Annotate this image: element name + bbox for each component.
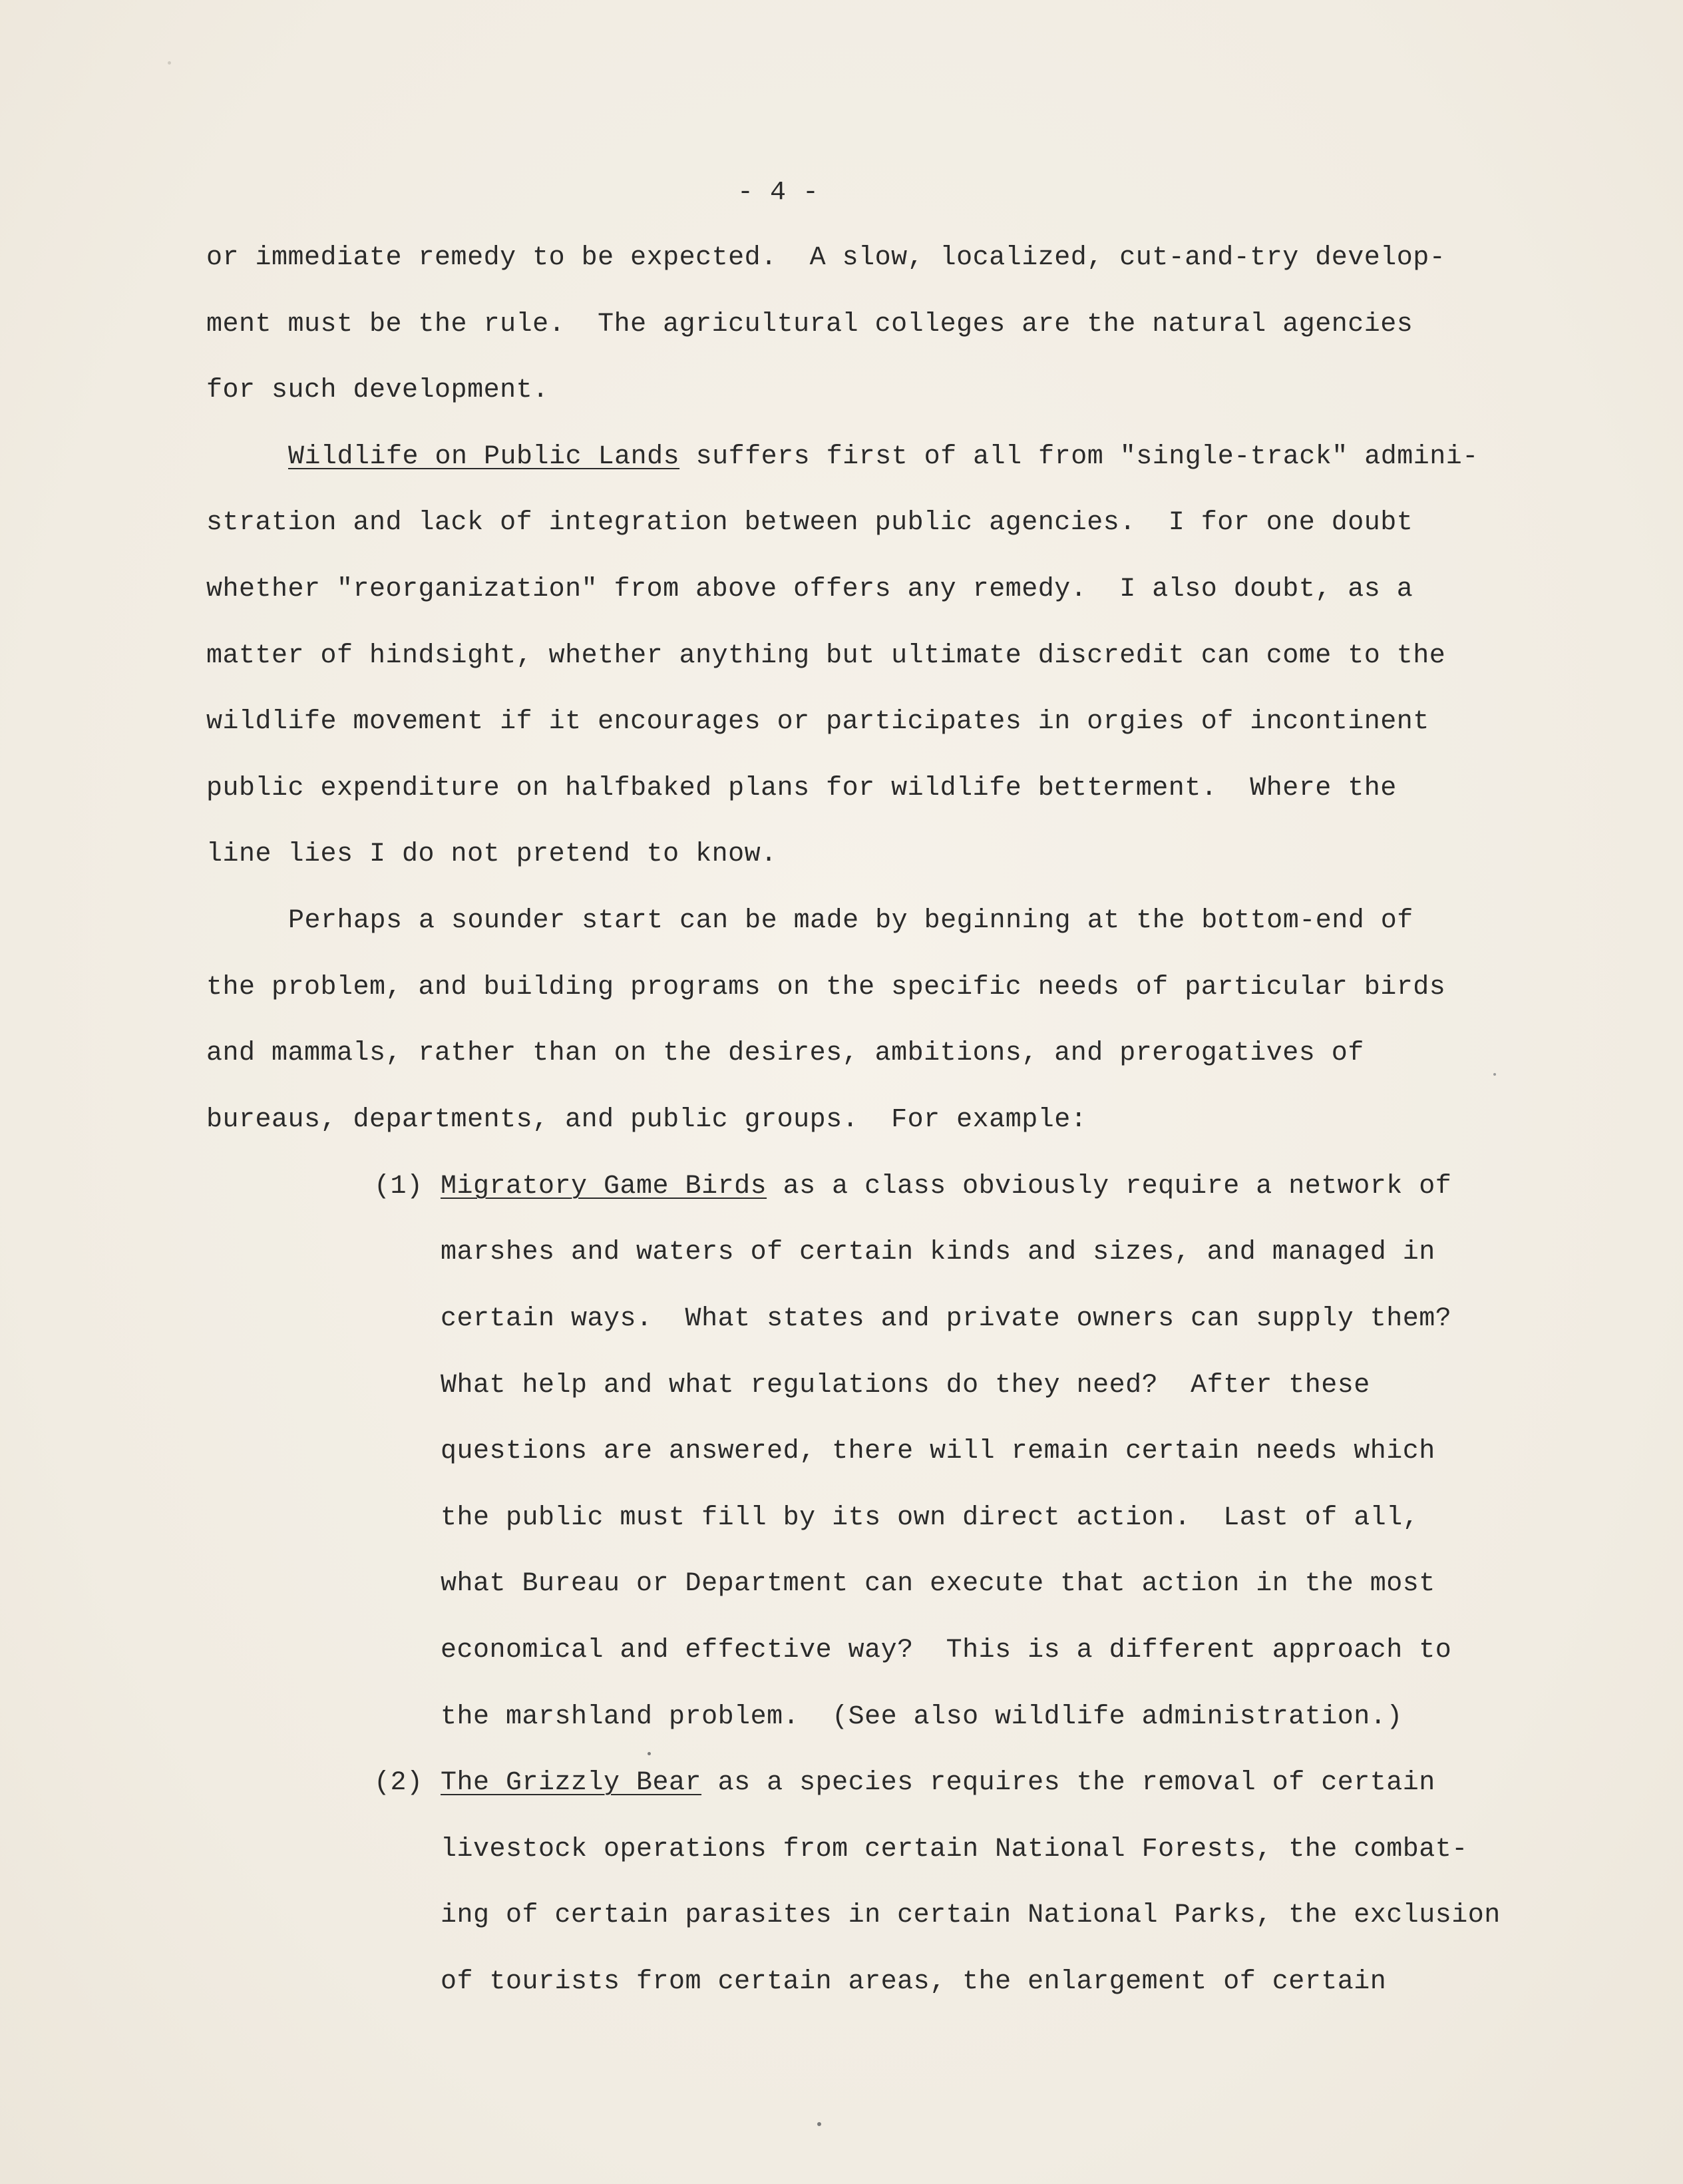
para2-line-3: whether "reorganization" from above offers any remedy. I also doubt, as a bbox=[206, 574, 1413, 604]
item1-first-line-rest: as a class obviously require a network of bbox=[767, 1172, 1452, 1201]
paper-speck bbox=[168, 61, 171, 65]
para2-line-4: matter of hindsight, whether anything but ultimate discredit can come to the bbox=[206, 641, 1446, 671]
public-lands-heading: Wildlife on Public Lands bbox=[288, 442, 680, 472]
para1-line-3: for such development. bbox=[206, 375, 549, 405]
paper-speck bbox=[1493, 1073, 1496, 1076]
item2-line-1 bbox=[441, 1767, 1435, 1799]
item2-line-4: of tourists from certain areas, the enlargement of certain bbox=[441, 1967, 1387, 1997]
item1-line-4: What help and what regulations do they need? After these bbox=[441, 1371, 1370, 1401]
para1-line-1: or immediate remedy to be expected. A slow, localized, cut-and-try develop- bbox=[206, 243, 1446, 273]
migratory-game-birds-heading: Migratory Game Birds bbox=[441, 1172, 767, 1201]
para3-line-4: bureaus, departments, and public groups. For example: bbox=[206, 1105, 1087, 1135]
item1-line-1 bbox=[441, 1171, 1451, 1203]
item1-line-8: economical and effective way? This is a different approach to bbox=[441, 1636, 1452, 1665]
item2-line-3: ing of certain parasites in certain National Parks, the exclusion bbox=[441, 1900, 1501, 1930]
para2-line-2: stration and lack of integration between public agencies. I for one doubt bbox=[206, 508, 1413, 538]
para2-line-5: wildlife movement if it encourages or participates in orgies of incontinent bbox=[206, 707, 1429, 737]
para2-line-6: public expenditure on halfbaked plans for wildlife betterment. Where the bbox=[206, 773, 1397, 803]
item1-number: (1) bbox=[374, 1172, 423, 1201]
para3-line-1: Perhaps a sounder start can be made by beginning at the bottom-end of bbox=[288, 906, 1413, 936]
para1-line-2: ment must be the rule. The agricultural colleges are the natural agencies bbox=[206, 310, 1413, 339]
item2-first-line-rest: as a species requires the removal of certain bbox=[701, 1768, 1435, 1798]
para2-line-7: line lies I do not pretend to know. bbox=[206, 839, 777, 869]
item1-line-5: questions are answered, there will remain certain needs which bbox=[441, 1436, 1435, 1466]
paper-speck bbox=[648, 1752, 651, 1755]
item1-line-9: the marshland problem. (See also wildlife administration.) bbox=[441, 1702, 1403, 1732]
para2-first-line-rest: suffers first of all from "single-track" admini- bbox=[679, 442, 1479, 472]
page-number: - 4 - bbox=[737, 178, 819, 208]
item1-line-2: marshes and waters of certain kinds and sizes, and managed in bbox=[441, 1237, 1435, 1267]
item2-number: (2) bbox=[374, 1768, 423, 1798]
item1-line-7: what Bureau or Department can execute that action in the most bbox=[441, 1569, 1435, 1599]
grizzly-bear-heading: The Grizzly Bear bbox=[441, 1768, 702, 1798]
para3-line-3: and mammals, rather than on the desires, ambitions, and prerogatives of bbox=[206, 1038, 1364, 1068]
item2-line-2: livestock operations from certain National Forests, the combat- bbox=[441, 1835, 1468, 1864]
item1-line-3: certain ways. What states and private owners can supply them? bbox=[441, 1304, 1452, 1334]
item1-line-6: the public must fill by its own direct action. Last of all, bbox=[441, 1503, 1419, 1533]
para3-line-2: the problem, and building programs on the specific needs of particular birds bbox=[206, 973, 1446, 1002]
para2-line-1 bbox=[288, 441, 1479, 473]
paper-speck bbox=[817, 2122, 821, 2126]
